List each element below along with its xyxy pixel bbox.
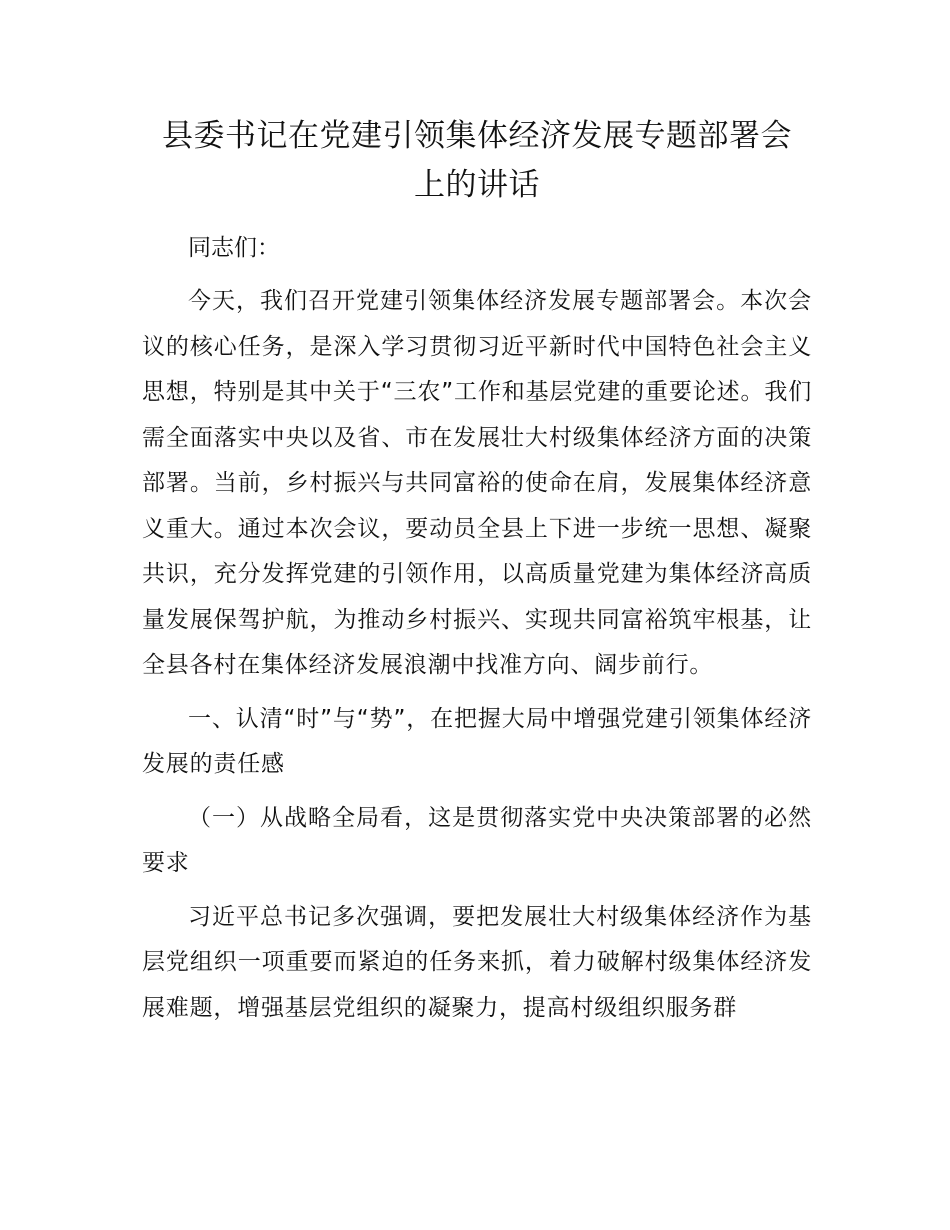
title-line-2: 上的讲话 bbox=[414, 167, 540, 203]
intro-paragraph: 今天，我们召开党建引领集体经济发展专题部署会。本次会议的核心任务，是深入学习贯彻习近平新时代中国特色社会主义思想，特别是其中关于“三农”工作和基层党建的重要论述。我们需全面落实中央以及省、市在发展壮大村级集体经济方面的决策部署。当前，乡村振兴与共同富裕的使命在肩，发展集体经济意义重大。通过本次会议，要动员全县上下进一步统一思想、凝聚共识，充分发挥党建的引领作用，以高质量党建为集体经济高质量发展保驾护航，为推动乡村振兴、实现共同富裕筑牢根基，让全县各村在集体经济发展浪潮中找准方向、阔步前行。 bbox=[142, 288, 812, 678]
title-line-1: 县委书记在党建引领集体经济发展专题部署会 bbox=[162, 118, 792, 154]
section-heading-1: 一、认清“时”与“势”，在把握大局中增强党建引领集体经济发展的责任感 bbox=[142, 705, 812, 777]
salutation: 同志们： bbox=[188, 235, 280, 261]
document-page bbox=[142, 112, 812, 1031]
document-title bbox=[142, 112, 812, 210]
body-paragraph: 习近平总书记多次强调，要把发展壮大村级集体经济作为基层党组织一项重要而紧迫的任务来抓，着力破解村级集体经济发展难题，增强基层党组织的凝聚力，提高村级组织服务群 bbox=[142, 903, 812, 1021]
subsection-heading-1: （一）从战略全局看，这是贯彻落实党中央决策部署的必然要求 bbox=[142, 804, 812, 876]
